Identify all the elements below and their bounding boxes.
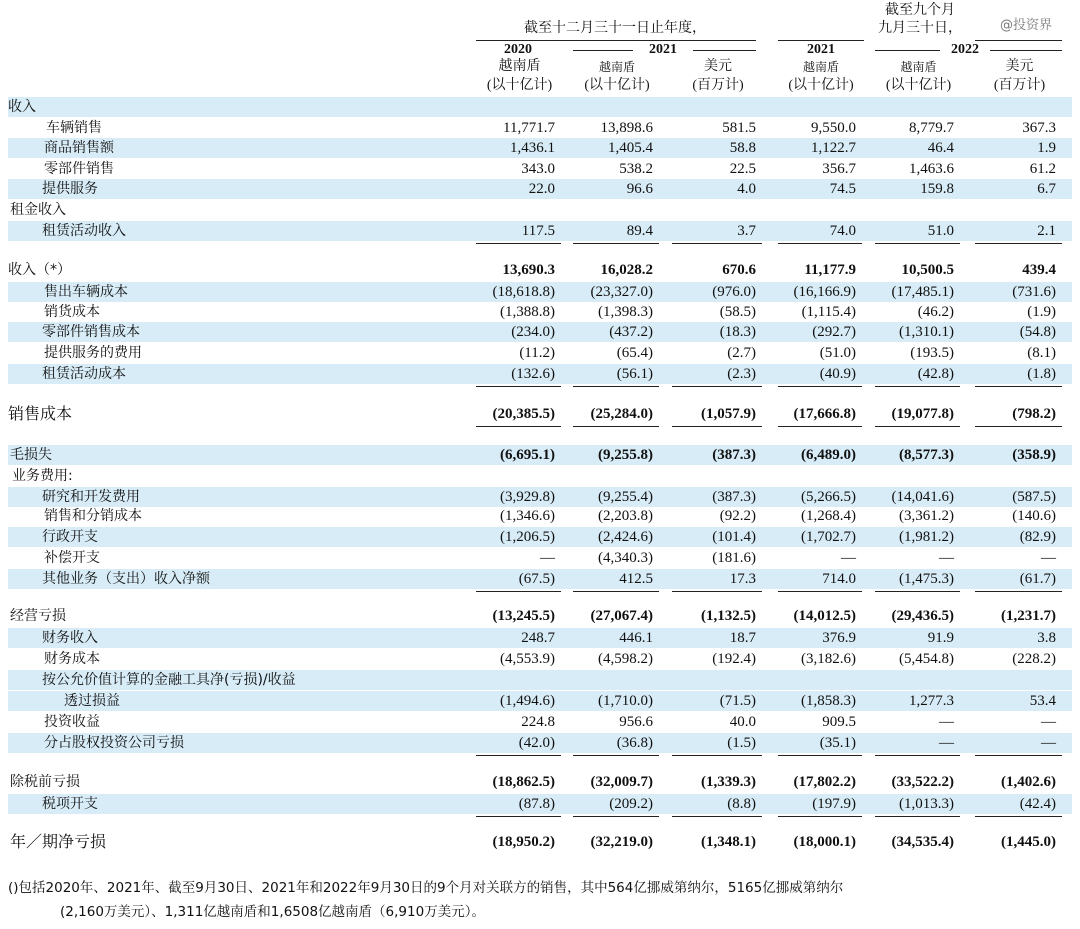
row-value-col4: 46.4 <box>927 140 954 156</box>
row-value-col5: (587.5) <box>1012 489 1056 505</box>
row-value-col0: (1,494.6) <box>500 693 555 709</box>
row-value-col2: (101.4) <box>712 529 756 545</box>
row-value-col2: 18.7 <box>729 630 756 646</box>
table-row <box>8 466 1072 486</box>
row-value-col5: (228.2) <box>1012 651 1056 667</box>
row-value-col1: 446.1 <box>619 630 653 646</box>
row-value-col0: (1,388.8) <box>500 304 555 320</box>
subtotal-rule <box>975 591 1062 592</box>
header-currency-4: 越南盾 <box>900 60 937 74</box>
subtotal-rule <box>573 591 659 592</box>
subtotal-rule <box>672 426 762 427</box>
row-value-col4: 8,779.7 <box>909 120 954 136</box>
subtotal-rule <box>672 816 762 817</box>
row-label: 租赁活动收入 <box>42 223 126 239</box>
table-row <box>8 712 1072 732</box>
row-value-col4: 91.9 <box>927 630 954 646</box>
row-value-col1: (4,598.2) <box>598 651 653 667</box>
row-value-col3: (1,858.3) <box>801 693 856 709</box>
row-value-col5: 6.7 <box>1037 181 1056 197</box>
header-year-2021: 2021 <box>649 42 677 57</box>
subtotal-rule <box>875 243 960 244</box>
row-value-col3: (14,012.5) <box>793 608 856 624</box>
row-value-col4: 10,500.5 <box>901 262 954 278</box>
table-row <box>8 772 1072 792</box>
row-value-col4: (3,361.2) <box>899 508 954 524</box>
row-value-col3: (3,182.6) <box>801 651 856 667</box>
table-row <box>8 404 1072 424</box>
row-value-col0: (132.6) <box>511 366 555 382</box>
table-row <box>8 606 1072 626</box>
row-value-col1: (32,009.7) <box>590 774 653 790</box>
subtotal-rule <box>975 426 1062 427</box>
row-value-col3: (6,489.0) <box>801 447 856 463</box>
row-value-col5: — <box>1041 735 1056 751</box>
footnote-line1: ()包括2020年、2021年、截至9月30日、2021年和2022年9月30日的9个月对关联方的销售，其中564亿挪威第纳尔，5165亿挪威第纳尔 <box>8 880 844 896</box>
row-label: 除税前亏损 <box>10 774 80 790</box>
row-value-col4: (1,981.2) <box>899 529 954 545</box>
row-value-col2: 22.5 <box>729 161 756 177</box>
row-value-col0: 117.5 <box>521 223 555 239</box>
header-currency-5: 美元 <box>1005 59 1034 74</box>
row-value-col5: (1,402.6) <box>1001 774 1056 790</box>
row-label: 补偿开支 <box>44 550 100 566</box>
row-value-col2: 4.0 <box>737 181 756 197</box>
row-value-col2: 58.8 <box>729 140 756 156</box>
row-value-col4: (8,577.3) <box>899 447 954 463</box>
row-label: 税项开支 <box>42 796 98 812</box>
row-value-col4: 1,277.3 <box>909 693 954 709</box>
header-2021-rule-right <box>693 50 756 51</box>
row-value-col0: 248.7 <box>521 630 555 646</box>
header-unit-3: (以十亿计) <box>788 78 854 93</box>
row-label: 售出车辆成本 <box>44 284 128 300</box>
row-value-col4: (17,485.1) <box>891 284 954 300</box>
row-value-col2: (1,132.5) <box>701 608 756 624</box>
row-label: 零部件销售成本 <box>42 324 140 340</box>
row-value-col5: (82.9) <box>1019 529 1056 545</box>
row-value-col1: (437.2) <box>609 324 653 340</box>
subtotal-rule <box>476 243 561 244</box>
table-row <box>8 670 1072 690</box>
row-value-col1: (1,398.3) <box>598 304 653 320</box>
row-value-col0: (6,695.1) <box>500 447 555 463</box>
subtotal-rule <box>778 426 862 427</box>
row-value-col5: (1.8) <box>1027 366 1056 382</box>
row-label: 租金收入 <box>10 202 66 218</box>
row-value-col2: (387.3) <box>712 489 756 505</box>
subtotal-rule <box>778 386 862 387</box>
row-value-col5: 1.9 <box>1037 140 1056 156</box>
row-value-col1: (23,327.0) <box>590 284 653 300</box>
row-value-col4: 51.0 <box>927 223 954 239</box>
row-value-col2: 17.3 <box>729 571 756 587</box>
row-value-col2: (1,057.9) <box>701 406 756 422</box>
subtotal-rule <box>875 591 960 592</box>
row-value-col2: (18.3) <box>719 324 756 340</box>
row-value-col3: 11,177.9 <box>804 262 856 278</box>
table-row <box>8 260 1072 280</box>
row-value-col5: (1,445.0) <box>1001 834 1056 850</box>
row-value-col1: (9,255.8) <box>598 447 653 463</box>
row-value-col3: 909.5 <box>822 714 856 730</box>
header-unit-1: (以十亿计) <box>584 78 650 93</box>
header-currency-2: 美元 <box>704 59 732 74</box>
row-value-col4: (42.8) <box>917 366 954 382</box>
row-value-col3: (40.9) <box>819 366 856 382</box>
row-value-col2: (2.7) <box>727 345 756 361</box>
header-unit-2: (百万计) <box>692 78 744 93</box>
row-value-col1: (9,255.4) <box>598 489 653 505</box>
header-nine-month-line1: 截至九个月 <box>885 3 955 18</box>
row-value-col3: 74.0 <box>829 223 856 239</box>
row-value-col0: (1,206.5) <box>500 529 555 545</box>
table-row <box>8 569 1072 589</box>
table-row <box>8 649 1072 669</box>
row-label: 透过损益 <box>64 693 120 709</box>
row-value-col1: (27,067.4) <box>590 608 653 624</box>
row-value-col4: (5,454.8) <box>899 651 954 667</box>
row-value-col3: (1,702.7) <box>801 529 856 545</box>
row-value-col5: — <box>1041 550 1056 566</box>
subtotal-rule <box>778 591 862 592</box>
row-value-col5: 367.3 <box>1022 120 1056 136</box>
row-label: 提供服务 <box>42 181 98 197</box>
row-value-col0: 1,436.1 <box>510 140 555 156</box>
table-row <box>8 97 1072 117</box>
row-value-col5: — <box>1041 714 1056 730</box>
row-value-col2: (1,339.3) <box>701 774 756 790</box>
table-row <box>8 179 1072 199</box>
row-value-col4: — <box>939 735 954 751</box>
row-label: 车辆销售 <box>46 120 102 136</box>
row-value-col1: 412.5 <box>619 571 653 587</box>
row-value-col5: (1,231.7) <box>1001 608 1056 624</box>
row-value-col0: 11,771.7 <box>503 120 555 136</box>
subtotal-rule <box>975 816 1062 817</box>
subtotal-rule <box>778 816 862 817</box>
subtotal-rule <box>573 426 659 427</box>
row-value-col0: (3,929.8) <box>500 489 555 505</box>
table-row <box>8 302 1072 322</box>
row-value-col5: (798.2) <box>1012 406 1056 422</box>
row-value-col3: (292.7) <box>812 324 856 340</box>
row-value-col2: (181.6) <box>712 550 756 566</box>
row-value-col4: (33,522.2) <box>891 774 954 790</box>
header-year-2021-9m: 2021 <box>807 42 835 57</box>
subtotal-rule <box>875 755 960 756</box>
row-value-col5: 3.8 <box>1037 630 1056 646</box>
row-value-col1: (65.4) <box>616 345 653 361</box>
row-value-col3: (35.1) <box>819 735 856 751</box>
row-value-col2: (92.2) <box>719 508 756 524</box>
row-value-col3: — <box>841 550 856 566</box>
table-row <box>8 548 1072 568</box>
row-value-col1: (2,424.6) <box>598 529 653 545</box>
row-value-col2: (1.5) <box>727 735 756 751</box>
row-value-col4: (29,436.5) <box>891 608 954 624</box>
table-row <box>8 138 1072 158</box>
row-value-col2: (192.4) <box>712 651 756 667</box>
header-unit-5: (百万计) <box>993 78 1046 93</box>
row-value-col4: — <box>939 714 954 730</box>
header-nine-month-line2: 九月三十日， <box>878 21 962 36</box>
subtotal-rule <box>672 386 762 387</box>
row-value-col0: (18,862.5) <box>492 774 555 790</box>
table-row <box>8 628 1072 648</box>
subtotal-rule <box>672 591 762 592</box>
subtotal-rule <box>476 386 561 387</box>
row-value-col3: 9,550.0 <box>811 120 856 136</box>
row-value-col3: (51.0) <box>819 345 856 361</box>
row-value-col0: (42.0) <box>518 735 555 751</box>
row-value-col2: (976.0) <box>712 284 756 300</box>
row-value-col5: (54.8) <box>1019 324 1056 340</box>
row-value-col3: (16,166.9) <box>793 284 856 300</box>
row-value-col5: 439.4 <box>1022 262 1056 278</box>
row-value-col1: (1,710.0) <box>598 693 653 709</box>
row-label: 年／期净亏损 <box>10 832 107 851</box>
row-value-col2: 670.6 <box>722 262 756 278</box>
row-value-col3: (197.9) <box>812 796 856 812</box>
row-value-col2: 581.5 <box>722 120 756 136</box>
row-value-col3: (18,000.1) <box>793 834 856 850</box>
row-label: 经营亏损 <box>10 608 66 624</box>
row-label: 销货成本 <box>44 304 100 320</box>
header-2022-rule-right <box>990 50 1062 51</box>
row-label: 业务费用: <box>12 468 73 484</box>
table-row <box>8 343 1072 363</box>
subtotal-rule <box>778 755 862 756</box>
row-value-col5: (8.1) <box>1027 345 1056 361</box>
row-label: 财务收入 <box>42 630 98 646</box>
header-year-2020: 2020 <box>504 42 532 57</box>
subtotal-rule <box>975 243 1062 244</box>
watermark: @投资界 <box>1000 18 1053 33</box>
row-label: 按公允价值计算的金融工具净(亏损)/收益 <box>42 672 296 688</box>
header-year-2022: 2022 <box>951 42 979 57</box>
subtotal-rule <box>875 426 960 427</box>
row-value-col0: (18,950.2) <box>492 834 555 850</box>
row-value-col3: 376.9 <box>822 630 856 646</box>
row-value-col2: (58.5) <box>719 304 756 320</box>
row-value-col0: (13,245.5) <box>492 608 555 624</box>
table-row <box>8 364 1072 384</box>
row-value-col4: (1,475.3) <box>899 571 954 587</box>
row-value-col4: (46.2) <box>917 304 954 320</box>
row-value-col4: — <box>939 550 954 566</box>
table-row <box>8 691 1072 711</box>
table-row <box>8 794 1072 814</box>
row-value-col2: (8.8) <box>727 796 756 812</box>
row-value-col0: — <box>540 550 555 566</box>
row-value-col1: 956.6 <box>619 714 653 730</box>
table-row <box>8 506 1072 526</box>
row-value-col0: 22.0 <box>528 181 555 197</box>
header-currency-0: 越南盾 <box>498 59 541 74</box>
row-value-col2: (2.3) <box>727 366 756 382</box>
row-value-col0: 224.8 <box>521 714 555 730</box>
row-value-col1: (25,284.0) <box>590 406 653 422</box>
subtotal-rule <box>573 816 659 817</box>
subtotal-rule <box>875 386 960 387</box>
row-value-col4: 1,463.6 <box>909 161 954 177</box>
row-value-col0: (87.8) <box>518 796 555 812</box>
row-label: 零部件销售 <box>44 161 114 177</box>
row-value-col5: 61.2 <box>1029 161 1056 177</box>
row-label: 提供服务的费用 <box>44 345 142 361</box>
row-value-col4: (14,041.6) <box>891 489 954 505</box>
row-value-col1: 1,405.4 <box>608 140 653 156</box>
row-value-col1: (209.2) <box>609 796 653 812</box>
row-label: 租赁活动成本 <box>42 366 126 382</box>
row-label: 财务成本 <box>44 651 100 667</box>
table-row <box>8 527 1072 547</box>
row-value-col1: 96.6 <box>626 181 653 197</box>
subtotal-rule <box>476 591 561 592</box>
row-value-col4: (1,310.1) <box>899 324 954 340</box>
row-value-col1: (56.1) <box>616 366 653 382</box>
row-label: 毛损失 <box>10 447 52 463</box>
row-value-col1: (2,203.8) <box>598 508 653 524</box>
header-unit-4: (以十亿计) <box>885 78 952 93</box>
subtotal-rule <box>573 386 659 387</box>
row-label: 销售和分销成本 <box>44 508 142 524</box>
table-row <box>8 200 1072 220</box>
row-label: 行政开支 <box>42 529 98 545</box>
subtotal-rule <box>573 755 659 756</box>
row-value-col3: (1,115.4) <box>801 304 856 320</box>
row-label: 分占股权投资公司亏损 <box>44 735 184 751</box>
row-value-col3: (17,666.8) <box>793 406 856 422</box>
row-value-col5: 53.4 <box>1029 693 1056 709</box>
row-label: 销售成本 <box>8 404 73 423</box>
row-value-col2: (71.5) <box>719 693 756 709</box>
row-value-col3: (1,268.4) <box>801 508 856 524</box>
subtotal-rule <box>672 243 762 244</box>
subtotal-rule <box>975 386 1062 387</box>
row-value-col2: 3.7 <box>737 223 756 239</box>
header-currency-1: 越南盾 <box>598 60 635 74</box>
table-row <box>8 159 1072 179</box>
table-row <box>8 445 1072 465</box>
subtotal-rule <box>778 243 862 244</box>
row-value-col4: (1,013.3) <box>899 796 954 812</box>
row-value-col1: (32,219.0) <box>590 834 653 850</box>
subtotal-rule <box>875 816 960 817</box>
row-value-col2: (387.3) <box>712 447 756 463</box>
row-value-col3: 356.7 <box>822 161 856 177</box>
header-fiscal-year-group: 截至十二月三十一日止年度， <box>524 21 706 36</box>
subtotal-rule <box>476 426 561 427</box>
row-value-col5: (1.9) <box>1027 304 1056 320</box>
table-row <box>8 487 1072 507</box>
row-value-col0: (18,618.8) <box>492 284 555 300</box>
header-currency-3: 越南盾 <box>802 60 839 74</box>
row-label: 其他业务（支出）收入净额 <box>42 571 210 587</box>
row-value-col4: (34,535.4) <box>891 834 954 850</box>
row-value-col0: (4,553.9) <box>500 651 555 667</box>
row-value-col0: (20,385.5) <box>492 406 555 422</box>
table-row <box>8 282 1072 302</box>
row-label: 投资收益 <box>44 714 100 730</box>
row-label: 收入 <box>8 99 36 115</box>
row-value-col1: (36.8) <box>616 735 653 751</box>
row-value-col1: (4,340.3) <box>598 550 653 566</box>
row-value-col5: (731.6) <box>1012 284 1056 300</box>
row-label: 研究和开发费用 <box>42 489 140 505</box>
row-value-col0: (234.0) <box>511 324 555 340</box>
header-2021-rule-left <box>573 50 633 51</box>
row-value-col5: (42.4) <box>1019 796 1056 812</box>
row-value-col1: 13,898.6 <box>600 120 653 136</box>
row-value-col1: 16,028.2 <box>600 262 653 278</box>
row-label: 商品销售额 <box>44 140 114 156</box>
row-value-col3: 714.0 <box>822 571 856 587</box>
row-value-col5: (140.6) <box>1012 508 1056 524</box>
row-value-col3: 74.5 <box>829 181 856 197</box>
row-value-col5: (358.9) <box>1012 447 1056 463</box>
row-value-col2: 40.0 <box>729 714 756 730</box>
table-row <box>8 221 1072 241</box>
row-value-col1: 538.2 <box>619 161 653 177</box>
row-value-col1: 89.4 <box>626 223 653 239</box>
table-row <box>8 322 1072 342</box>
row-value-col4: (19,077.8) <box>891 406 954 422</box>
row-value-col3: 1,122.7 <box>811 140 856 156</box>
table-row <box>8 118 1072 138</box>
subtotal-rule <box>975 755 1062 756</box>
subtotal-rule <box>476 755 561 756</box>
row-value-col2: (1,348.1) <box>701 834 756 850</box>
row-value-col0: (1,346.6) <box>500 508 555 524</box>
header-unit-0: (以十亿计) <box>486 78 553 93</box>
subtotal-rule <box>476 816 561 817</box>
row-value-col5: 2.1 <box>1037 223 1056 239</box>
row-value-col5: (61.7) <box>1019 571 1056 587</box>
row-value-col4: (193.5) <box>910 345 954 361</box>
row-value-col0: 13,690.3 <box>502 262 555 278</box>
table-row <box>8 733 1072 753</box>
row-value-col0: (11.2) <box>519 345 555 361</box>
row-value-col3: (17,802.2) <box>793 774 856 790</box>
row-value-col4: 159.8 <box>920 181 954 197</box>
footnote-line2: (2,160万美元）、1,311亿越南盾和1,6508亿越南盾（6,910万美元）。 <box>60 904 485 920</box>
row-label: 收入（*） <box>8 262 71 278</box>
row-value-col3: (5,266.5) <box>801 489 856 505</box>
row-value-col0: (67.5) <box>518 571 555 587</box>
table-row <box>8 832 1072 852</box>
subtotal-rule <box>573 243 659 244</box>
header-2022-rule-left <box>875 50 940 51</box>
row-value-col0: 343.0 <box>521 161 555 177</box>
subtotal-rule <box>672 755 762 756</box>
